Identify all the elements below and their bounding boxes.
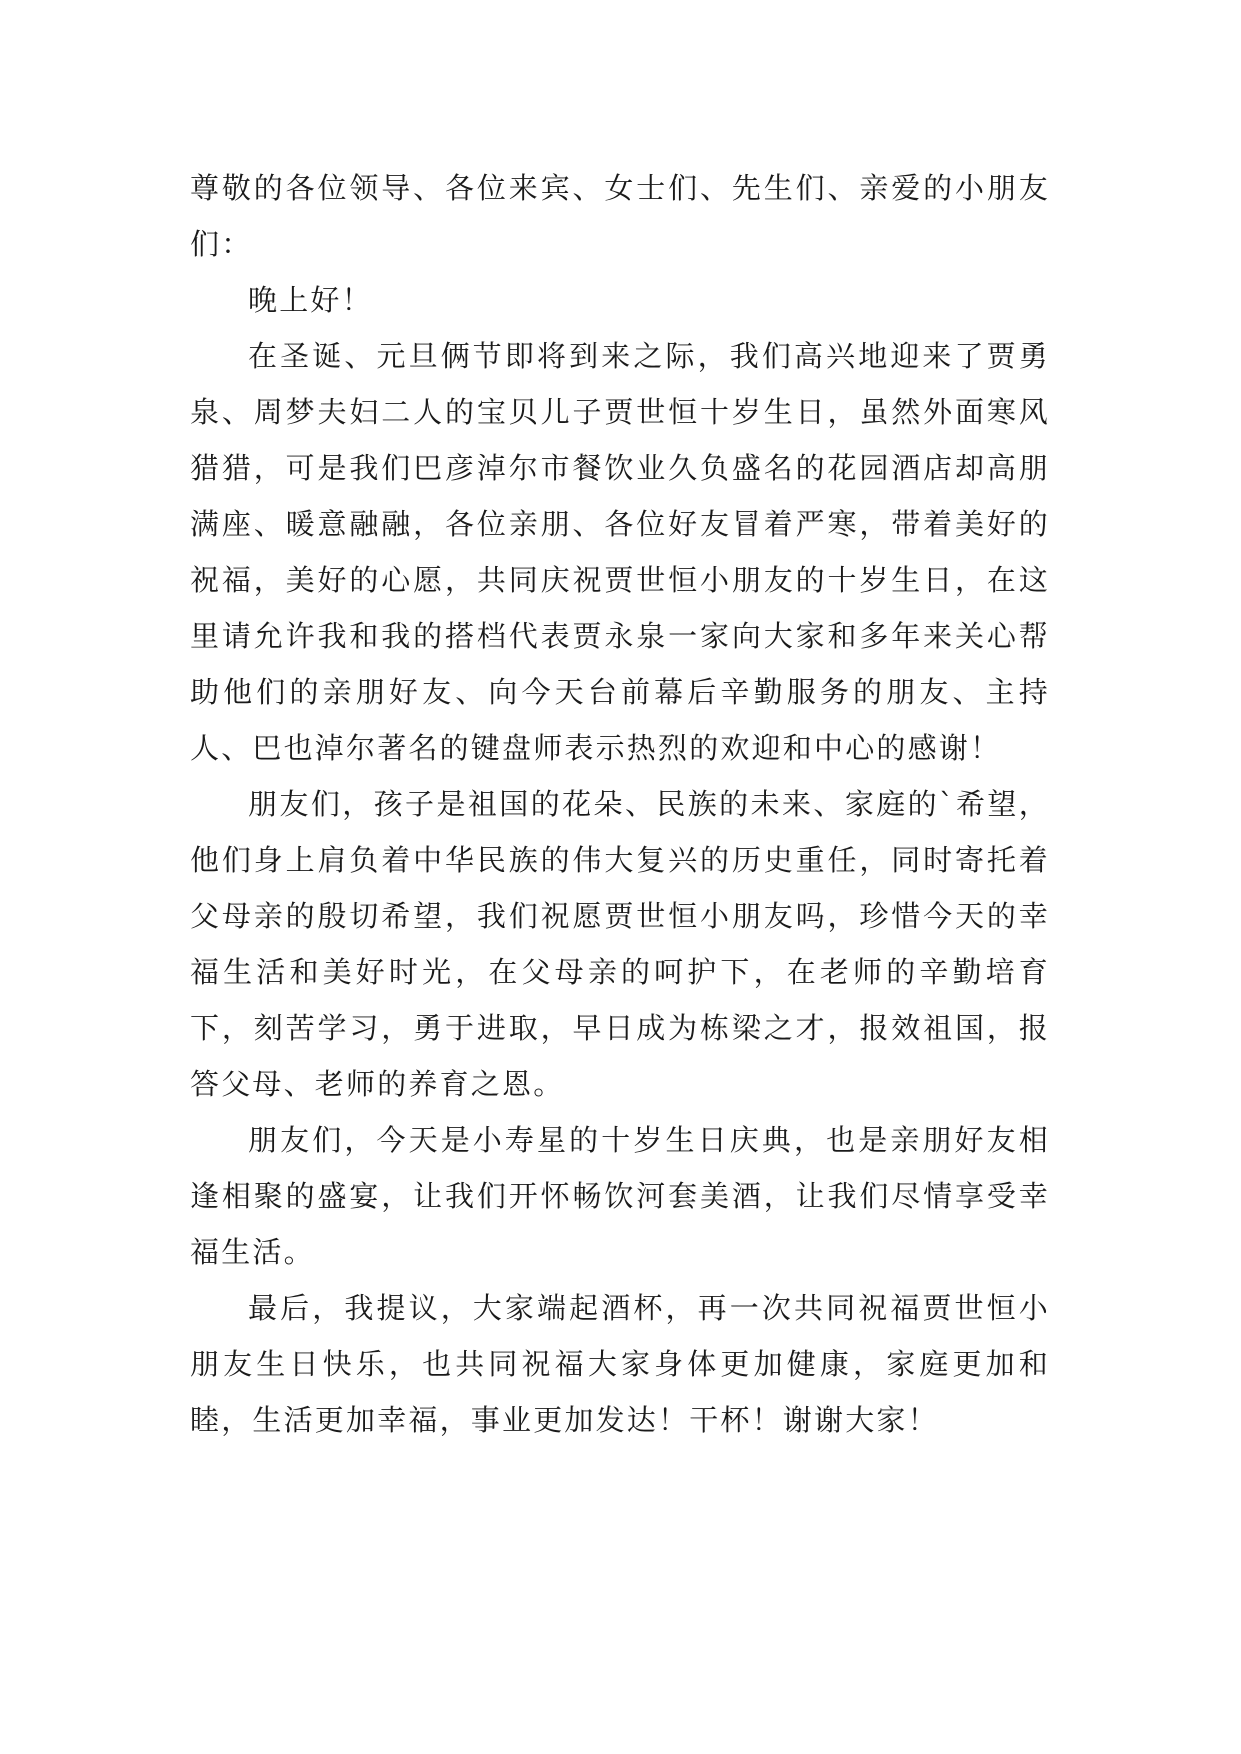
good-evening-paragraph: 晚上好！ (248, 283, 373, 317)
toast-paragraph: 最后，我提议，大家端起酒杯，再一次共同祝福贾世恒小朋友生日快乐，也共同祝福大家身体更加健康，家庭更加和睦，生活更加幸福，事业更加发达！干杯！谢谢大家！ (190, 1291, 1050, 1437)
celebration-paragraph: 朋友们，今天是小寿星的十岁生日庆典，也是亲朋好友相逢相聚的盛宴，让我们开怀畅饮河套美酒，让我们尽情享受幸福生活。 (190, 1123, 1050, 1269)
children-wishes-paragraph: 朋友们，孩子是祖国的花朵、民族的未来、家庭的`希望，他们身上肩负着中华民族的伟大复兴的历史重任，同时寄托着父母亲的殷切希望，我们祝愿贾世恒小朋友吗，珍惜今天的幸福生活和美好时光，在父母亲的呵护下，在老师的辛勤培育下，刻苦学习，勇于进取，早日成为栋梁之才，报效祖国，报答父母、老师的养育之恩。 (190, 787, 1050, 1101)
speech-body (190, 160, 1050, 1448)
welcome-paragraph: 在圣诞、元旦俩节即将到来之际，我们高兴地迎来了贾勇泉、周梦夫妇二人的宝贝儿子贾世恒十岁生日，虽然外面寒风猎猎，可是我们巴彦淖尔市餐饮业久负盛名的花园酒店却高朋满座、暖意融融，各位亲朋、各位好友冒着严寒，带着美好的祝福，美好的心愿，共同庆祝贾世恒小朋友的十岁生日，在这里请允许我和我的搭档代表贾永泉一家向大家和多年来关心帮助他们的亲朋好友、向今天台前幕后辛勤服务的朋友、主持人、巴也淖尔著名的键盘师表示热烈的欢迎和中心的感谢！ (190, 339, 1050, 765)
greeting-paragraph: 尊敬的各位领导、各位来宾、女士们、先生们、亲爱的小朋友们： (190, 171, 1050, 261)
